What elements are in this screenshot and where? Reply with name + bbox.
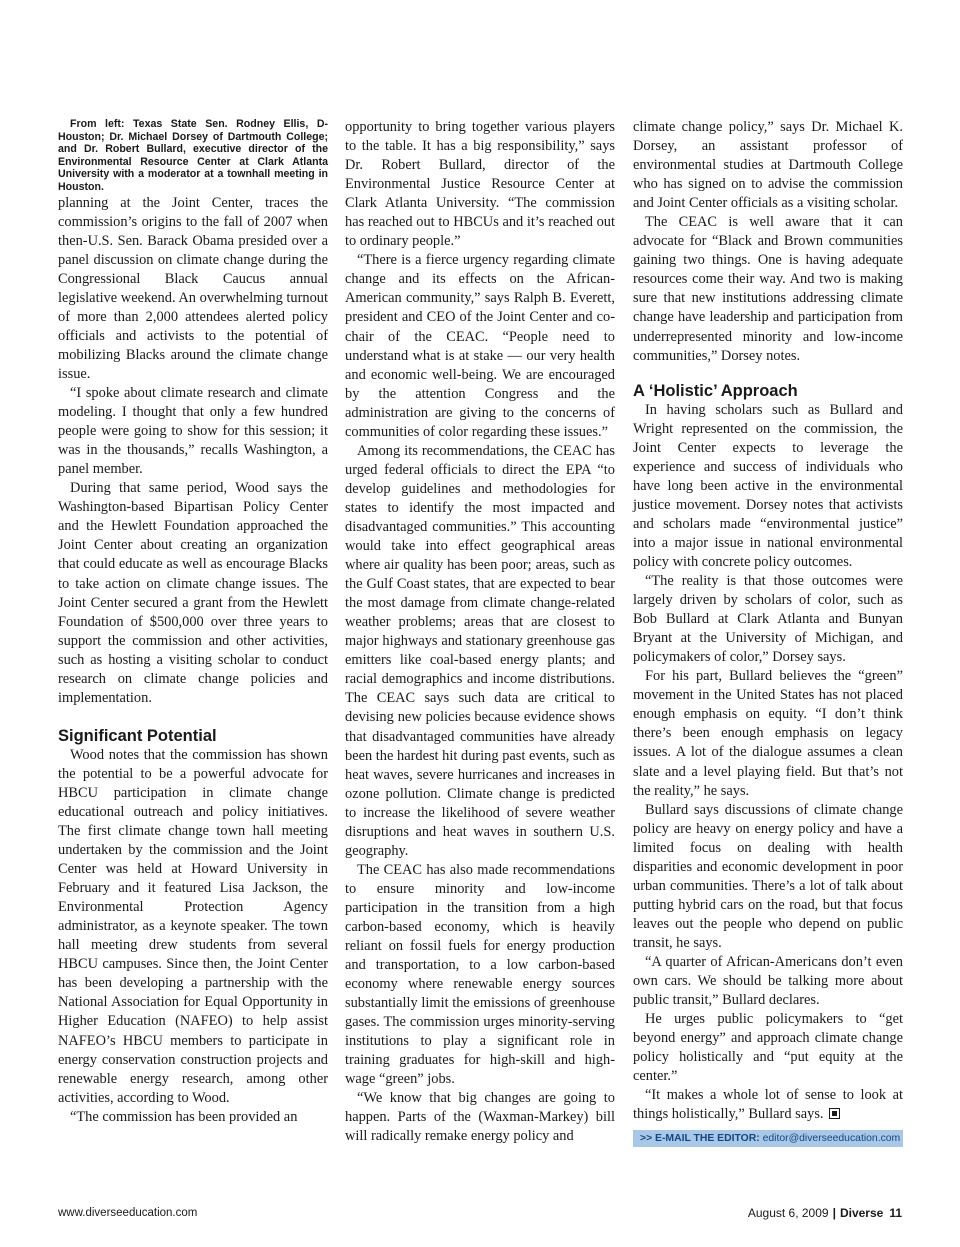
- page-number: 11: [889, 1206, 902, 1220]
- paragraph: Wood notes that the commission has shown the potential to be a powerful advocate for HBCU participation in climate change educational outreach and policy initiatives. The first climate change town hall meeting undertaken by the commission and the Joint Center was held at Howard University in February and it featured Lisa Jackson, the Environmental Protection Agency administrator, as a keynote speaker. The town hall meeting drew students from several HBCU campuses. Since then, the Joint Center has been developing a partnership with the National Association for Equal Opportunity in Higher Education (NAFEO) to help assist NAFEO’s HBCU members to participate in energy conservation construction projects and renewable energy research, among other activities, according to Wood.: [58, 746, 328, 1106]
- final-text: “It makes a whole lot of sense to look at things holistically,” Bullard says.: [633, 1087, 903, 1123]
- paragraph: “The reality is that those outcomes were largely driven by scholars of color, such as Bob Bullard at Clark Atlanta and Bunyan Bryant at the University of Michigan, and policymakers of color,” Dorsey says.: [633, 573, 903, 666]
- footer-website[interactable]: www.diverseeducation.com: [58, 1207, 198, 1219]
- paragraph: “We know that big changes are going to happen. Parts of the (Waxman-Markey) bill will radically remake energy policy and: [345, 1090, 615, 1145]
- paragraph: In having scholars such as Bullard and Wright represented on the commission, the Joint Center expects to leverage the experience and success of individuals who have long been active in the environmental justice movement. Dorsey notes that activists and scholars made “environmental justice” into a major issue in national environmental policy with concrete policy outcomes.: [633, 401, 903, 570]
- paragraph: “There is a fierce urgency regarding climate change and its effects on the African-American community,” says Ralph B. Everett, president and CEO of the Joint Center and co-chair of the CEAC. “People need to understand what is at stake — our very health and economic well-being. We are encouraged by the attention Congress and the administration are giving to the concerns of communities of color regarding these issues.”: [345, 252, 615, 440]
- paragraph: Bullard says discussions of climate change policy are heavy on energy policy and have a limited focus on dealing with health disparities and economic development in poor urban communities. There’s a lot of talk about putting hybrid cars on the road, but that focus leaves out the people who depend on public transit, he says.: [633, 801, 903, 951]
- paragraph: planning at the Joint Center, traces the commission’s origins to the fall of 2007 when then-U.S. Sen. Barack Obama presided over a panel discussion on climate change during the Congressional Black Caucus annual legislative weekend. An overwhelming turnout of more than 2,000 attendees alerted policy officials and activists to the potential of mobilizing Blacks around the climate change issue.: [58, 194, 328, 382]
- email-editor-link[interactable]: editor@diverseeducation.com: [762, 1133, 901, 1145]
- paragraph: “A quarter of African-Americans don’t even own cars. We should be talking more about public transit,” Bullard declares.: [633, 953, 903, 1009]
- paragraph: “The commission has been provided an: [70, 1108, 298, 1125]
- column-2: [345, 118, 615, 1147]
- paragraph: “I spoke about climate research and climate modeling. I thought that only a few hundred people were going to show for this session; it was in the thousands,” recalls Washington, a panel member.: [58, 385, 328, 478]
- footer-separator: |: [832, 1206, 836, 1220]
- paragraph: opportunity to bring together various players to the table. It has a big responsibility,” says Dr. Robert Bullard, director of the Environmental Justice Resource Center at Clark Atlanta University. “The commission has reached out to HBCUs and it’s reached out to ordinary people.”: [345, 119, 615, 250]
- photo-caption: From left: Texas State Sen. Rodney Ellis, D-Houston; Dr. Michael Dorsey of Dartmouth College; and Dr. Robert Bullard, executive director of the Environmental Resource Center at Clark Atlanta University with a moderator at a townhall meeting in Houston.: [58, 118, 328, 193]
- paragraph: climate change policy,” says Dr. Michael K. Dorsey, an assistant professor of environmental studies at Dartmouth College who has signed on to advise the commission and Joint Center officials as a visiting scholar.: [633, 119, 903, 212]
- email-editor-bar: [633, 1130, 903, 1147]
- paragraph: The CEAC has also made recommendations to ensure minority and low-income participation in the transition from a high carbon-based economy, which is heavily reliant on fossil fuels for energy production and transportation, to a low carbon-based economy where renewable energy sources substantially limit the emissions of greenhouse gases. The commission urges minority-serving institutions to play a significant role in training graduates for high-skill and high-wage “green” jobs.: [345, 861, 615, 1088]
- footer-date: August 6, 2009: [747, 1206, 829, 1220]
- paragraph: Among its recommendations, the CEAC has urged federal officials to direct the EPA “to develop guidelines and methodologies for states to identify the most impacted and disadvantaged communities.” This accounting would take into effect geographical areas where air quality has been poor; areas, such as the Gulf Coast states, that are expected to bear the most damage from climate change-related weather problems; areas that are closest to major highways and stationary greenhouse gas emitters like coal-based energy plants; and racial demographics and income distributions. The CEAC says such data are critical to devising new policies because evidence shows that disadvantaged communities have already been the hardest hit during past events, such as heat waves, severe hurricanes and increases in ozone pollution. Climate change is predicted to increase the likelihood of severe weather disruptions and heat waves in southern U.S. geography.: [345, 442, 615, 859]
- paragraph: For his part, Bullard believes the “green” movement in the United States has not placed enough emphasis on equity. “I don’t think there’s been enough emphasis on legacy issues. A lot of the dialogue assumes a clean slate and a level playing field. But that’s not the reality,” he says.: [633, 668, 903, 799]
- paragraph: During that same period, Wood says the Washington-based Bipartisan Policy Center and the Hewlett Foundation approached the Joint Center about creating an organization that could educate as well as encourage Blacks to take action on climate change issues. The Joint Center secured a grant from the Hewlett Foundation of $500,000 over three years to support the commission and other activities, such as hosting a visiting scholar to conduct research on climate change policies and implementation.: [58, 480, 328, 706]
- section-heading-holistic-approach: A ‘Holistic’ Approach: [633, 381, 798, 400]
- footer-brand: Diverse: [839, 1206, 884, 1220]
- end-of-story-icon: [829, 1108, 840, 1119]
- column-3: [633, 118, 903, 1147]
- email-editor-label: >> E-MAIL THE EDITOR:: [640, 1133, 760, 1145]
- column-1: [58, 118, 328, 1127]
- paragraph: The CEAC is well aware that it can advocate for “Black and Brown communities gaining two things. One is having adequate resources come their way. And two is making sure that new institutions addressing climate change have leadership and participation from underrepresented minority and low-income communities,” Dorsey notes.: [633, 214, 903, 364]
- section-heading-significant-potential: Significant Potential: [58, 726, 217, 745]
- footer-folio: [748, 1206, 902, 1220]
- paragraph-final: [633, 1086, 903, 1124]
- paragraph: He urges public policymakers to “get beyond energy” and approach climate change policy holistically and “put equity at the center.”: [633, 1011, 903, 1085]
